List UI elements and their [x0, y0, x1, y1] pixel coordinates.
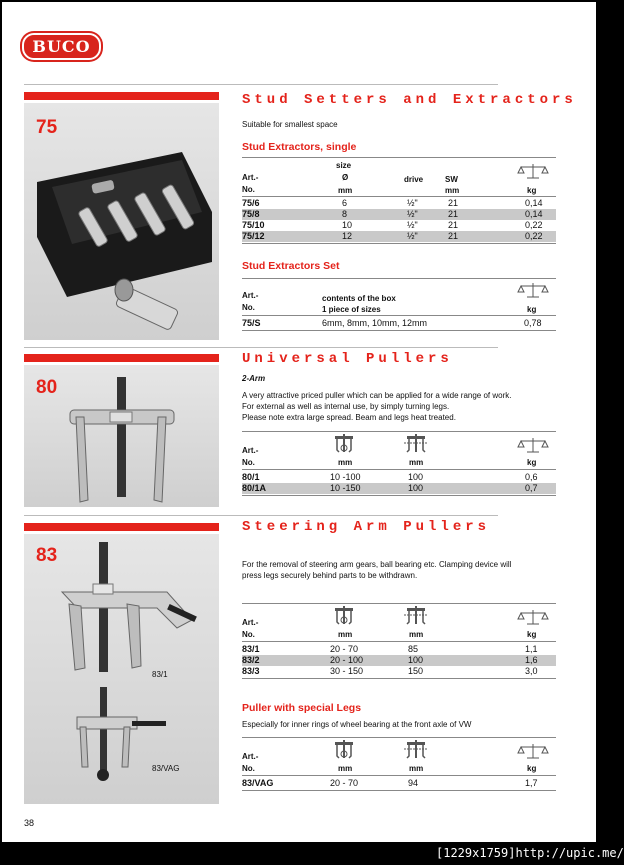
- section-80-number: 80: [36, 377, 58, 398]
- th-mm2: mm: [409, 458, 424, 467]
- th-art: Art.-: [242, 173, 259, 182]
- t2-th-no: No.: [242, 303, 255, 312]
- table1-top-rule: [242, 157, 556, 158]
- steering-arm-puller-image: [57, 542, 207, 682]
- cell-kg: 1,6: [525, 655, 538, 665]
- t2-th-contents2: 1 piece of sizes: [322, 305, 381, 314]
- th-size-sym: Ø: [342, 173, 349, 182]
- section-75-redbar: [24, 92, 219, 100]
- section-83-number: 83: [36, 545, 58, 566]
- section-83-desc-1: For the removal of steering arm gears, ball bearing etc. Clamping device will: [242, 560, 512, 569]
- t80-top-rule: [242, 431, 556, 432]
- caption-83-vag: 83/VAG: [152, 764, 180, 773]
- section-83-title: Steering Arm Pullers: [242, 519, 491, 535]
- th-no: No.: [242, 764, 255, 773]
- cell-kg: 3,0: [525, 666, 538, 676]
- special-legs-heading: Puller with special Legs: [242, 702, 362, 714]
- table-row: [242, 655, 556, 666]
- cell-sw: 21: [448, 198, 459, 208]
- cell-size: 10: [342, 220, 353, 230]
- cell-a: 20 - 100: [330, 655, 364, 665]
- buco-logo: BUCO: [22, 33, 101, 60]
- stud-extractors-single-heading: Stud Extractors, single: [242, 141, 357, 153]
- table-row: [242, 231, 556, 242]
- stud-extractor-case-image: [32, 152, 212, 342]
- stud-extractors-set-heading: Stud Extractors Set: [242, 260, 340, 272]
- cell-kg: 0,22: [525, 220, 543, 230]
- th-kg: kg: [527, 630, 537, 639]
- th-mm1: mm: [338, 458, 353, 467]
- cell-art: 75/10: [242, 220, 265, 230]
- cell-art: 75/S: [242, 318, 261, 328]
- th-kg: kg: [527, 186, 537, 195]
- th-drive: drive: [404, 175, 424, 184]
- watermark: [1229x1759]http://upic.me/: [436, 846, 624, 860]
- cell-drive: ½": [407, 198, 418, 208]
- th-size: size: [336, 161, 352, 170]
- section-80-redbar: [24, 354, 219, 362]
- cell-art: 83/3: [242, 666, 260, 676]
- caption-83-1: 83/1: [152, 670, 168, 679]
- cell-art: 75/8: [242, 209, 260, 219]
- table-row: [242, 483, 556, 494]
- table-bottom-rule: [242, 495, 556, 496]
- scale-icon: [518, 436, 548, 456]
- cell-kg: 0,22: [525, 231, 543, 241]
- cell-sw: 21: [448, 209, 459, 219]
- table2-bottom-rule: [242, 330, 556, 331]
- cell-kg: 0,14: [525, 198, 543, 208]
- cell-b: 100: [408, 472, 424, 482]
- two-arm-puller-image: [62, 372, 192, 502]
- cell-a: 30 - 150: [330, 666, 364, 676]
- page-number: 38: [24, 818, 35, 828]
- cell-a: 10 -150: [330, 483, 361, 493]
- table1-bottom-rule: [242, 243, 556, 244]
- table-row: [242, 209, 556, 220]
- th-size-unit: mm: [338, 186, 353, 195]
- puller-external-icon: [332, 606, 362, 626]
- table2-top-rule: [242, 278, 556, 279]
- section-83-redbar: [24, 523, 219, 531]
- section-75-title: Stud Setters and Extractors: [242, 92, 577, 108]
- section-75-subtitle: Suitable for smallest space: [242, 120, 338, 129]
- th-kg: kg: [527, 764, 537, 773]
- table-row: [242, 644, 556, 655]
- puller-spread-icon: [404, 434, 434, 454]
- th-kg: kg: [527, 458, 537, 467]
- th-no: No.: [242, 458, 255, 467]
- cell-contents: 6mm, 8mm, 10mm, 12mm: [322, 318, 428, 328]
- cell-art: 83/2: [242, 655, 260, 665]
- t2-th-kg: kg: [527, 305, 537, 314]
- tvag-top-rule: [242, 737, 556, 738]
- scale-icon: [518, 162, 548, 180]
- th-sw-unit: mm: [445, 186, 460, 195]
- th-sw: SW: [445, 175, 458, 184]
- section-80-desc-2: For external as well as internal use, by simply turning legs.: [242, 402, 450, 411]
- section-83-rule: [24, 515, 498, 516]
- cell-a: 20 - 70: [330, 644, 359, 654]
- table-row: [242, 220, 556, 231]
- cell-kg: 0,78: [524, 318, 542, 328]
- table-row: [242, 318, 556, 329]
- catalog-page: [2, 2, 596, 842]
- th-art: Art.-: [242, 752, 259, 761]
- table-bottom-rule: [242, 790, 556, 791]
- cell-sw: 21: [448, 231, 459, 241]
- special-legs-desc: Especially for inner rings of wheel bearing at the front axle of VW: [242, 720, 472, 729]
- table-row: [242, 198, 556, 209]
- section-80-desc-1: A very attractive priced puller which can be applied for a wide range of work.: [242, 391, 512, 400]
- cell-kg: 0,6: [525, 472, 538, 482]
- cell-b: 94: [408, 778, 419, 788]
- th-art: Art.-: [242, 618, 259, 627]
- scale-icon: [518, 608, 548, 628]
- cell-size: 12: [342, 231, 353, 241]
- cell-art: 83/VAG: [242, 778, 274, 788]
- section-80-desc-3: Please note extra large spread. Beam and legs heat treated.: [242, 413, 456, 422]
- scale-icon: [518, 742, 548, 762]
- t80-head-rule: [242, 469, 556, 470]
- table-row: [242, 778, 556, 789]
- th-mm2: mm: [409, 764, 424, 773]
- tvag-head-rule: [242, 775, 556, 776]
- header-rule: [24, 84, 498, 85]
- cell-art: 83/1: [242, 644, 260, 654]
- th-mm1: mm: [338, 764, 353, 773]
- table1-head-rule: [242, 196, 556, 197]
- scale-icon: [518, 281, 548, 299]
- table-row: [242, 472, 556, 483]
- cell-kg: 0,14: [525, 209, 543, 219]
- th-mm1: mm: [338, 630, 353, 639]
- cell-b: 150: [408, 666, 424, 676]
- cell-art: 75/6: [242, 198, 260, 208]
- cell-b: 85: [408, 644, 419, 654]
- puller-spread-icon: [404, 740, 434, 760]
- cell-a: 20 - 70: [330, 778, 359, 788]
- table-row: [242, 666, 556, 677]
- table-bottom-rule: [242, 678, 556, 679]
- th-art: Art.-: [242, 446, 259, 455]
- th-no: No.: [242, 185, 255, 194]
- puller-external-icon: [332, 434, 362, 454]
- cell-art: 80/1: [242, 472, 260, 482]
- cell-b: 100: [408, 655, 424, 665]
- th-mm2: mm: [409, 630, 424, 639]
- cell-kg: 1,1: [525, 644, 538, 654]
- cell-size: 6: [342, 198, 348, 208]
- cell-drive: ½": [407, 231, 418, 241]
- cell-size: 8: [342, 209, 348, 219]
- cell-b: 100: [408, 483, 424, 493]
- section-80-subtitle: 2-Arm: [242, 374, 266, 383]
- section-80-rule: [24, 347, 498, 348]
- cell-a: 10 -100: [330, 472, 361, 482]
- cell-drive: ½": [407, 209, 418, 219]
- puller-spread-icon: [404, 606, 434, 626]
- t83-head-rule: [242, 641, 556, 642]
- t83-top-rule: [242, 603, 556, 604]
- cell-kg: 1,7: [525, 778, 538, 788]
- cell-sw: 21: [448, 220, 459, 230]
- cell-art: 75/12: [242, 231, 265, 241]
- table2-head-rule: [242, 315, 556, 316]
- th-no: No.: [242, 630, 255, 639]
- cell-kg: 0,7: [525, 483, 538, 493]
- t2-th-contents: contents of the box: [322, 294, 396, 303]
- section-80-title: Universal Pullers: [242, 351, 453, 367]
- section-83-desc-2: press legs securely behind parts to be withdrawn.: [242, 571, 418, 580]
- section-75-number: 75: [36, 117, 58, 138]
- cell-drive: ½": [407, 220, 418, 230]
- puller-external-icon: [332, 740, 362, 760]
- cell-art: 80/1A: [242, 483, 267, 493]
- t2-th-art: Art.-: [242, 291, 259, 300]
